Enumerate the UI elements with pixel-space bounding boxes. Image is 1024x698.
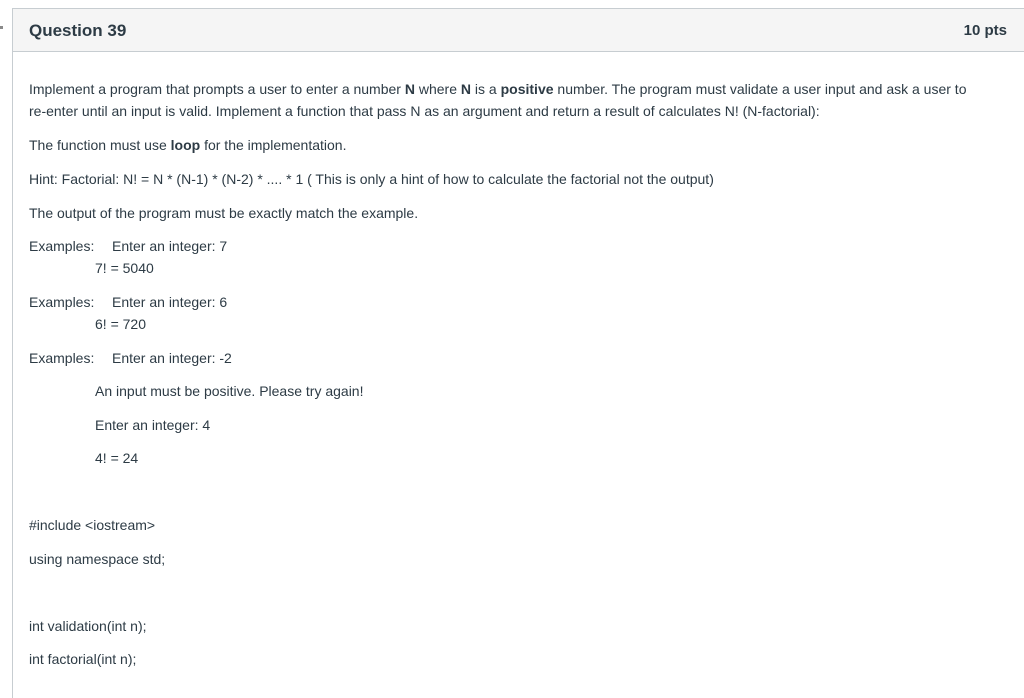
code-decl-factorial: int factorial(int n); [29,651,137,667]
question-text-line-2: re-enter until an input is valid. Implement a function that pass N as an argument and return a result of calculates N! (N-factorial): [29,103,820,119]
question-points: 10 pts [963,22,1007,39]
question-text-line-1: Implement a program that prompts a user to enter a number N where N is a positive number. The program must validate a user input and ask a user to [29,81,967,97]
example-prompt: Enter an integer: 7 [112,238,228,254]
example-result: 6! = 720 [95,316,146,332]
example-prompt: Enter an integer: -2 [112,350,232,366]
example-result: 4! = 24 [95,450,139,466]
hint-text: Hint: Factorial: N! = N * (N-1) * (N-2) * .... * 1 ( This is only a hint of how to calculate the factorial not the output) [29,171,714,187]
example-label: Examples: [29,350,95,366]
loop-requirement: The function must use loop for the implementation. [29,137,347,153]
question-title: Question 39 [29,21,127,40]
example-result: 7! = 5040 [95,260,154,276]
left-edge-marker [0,26,3,29]
example-prompt: Enter an integer: 6 [112,294,228,310]
example-error-message: An input must be positive. Please try again! [95,383,364,399]
code-include: #include <iostream> [29,517,156,533]
output-note: The output of the program must be exactly match the example. [29,205,419,221]
code-decl-validation: int validation(int n); [29,618,147,634]
example-reprompt: Enter an integer: 4 [95,417,211,433]
code-using: using namespace std; [29,551,166,567]
example-label: Examples: [29,238,95,254]
question-header [13,9,1024,52]
example-label: Examples: [29,294,95,310]
